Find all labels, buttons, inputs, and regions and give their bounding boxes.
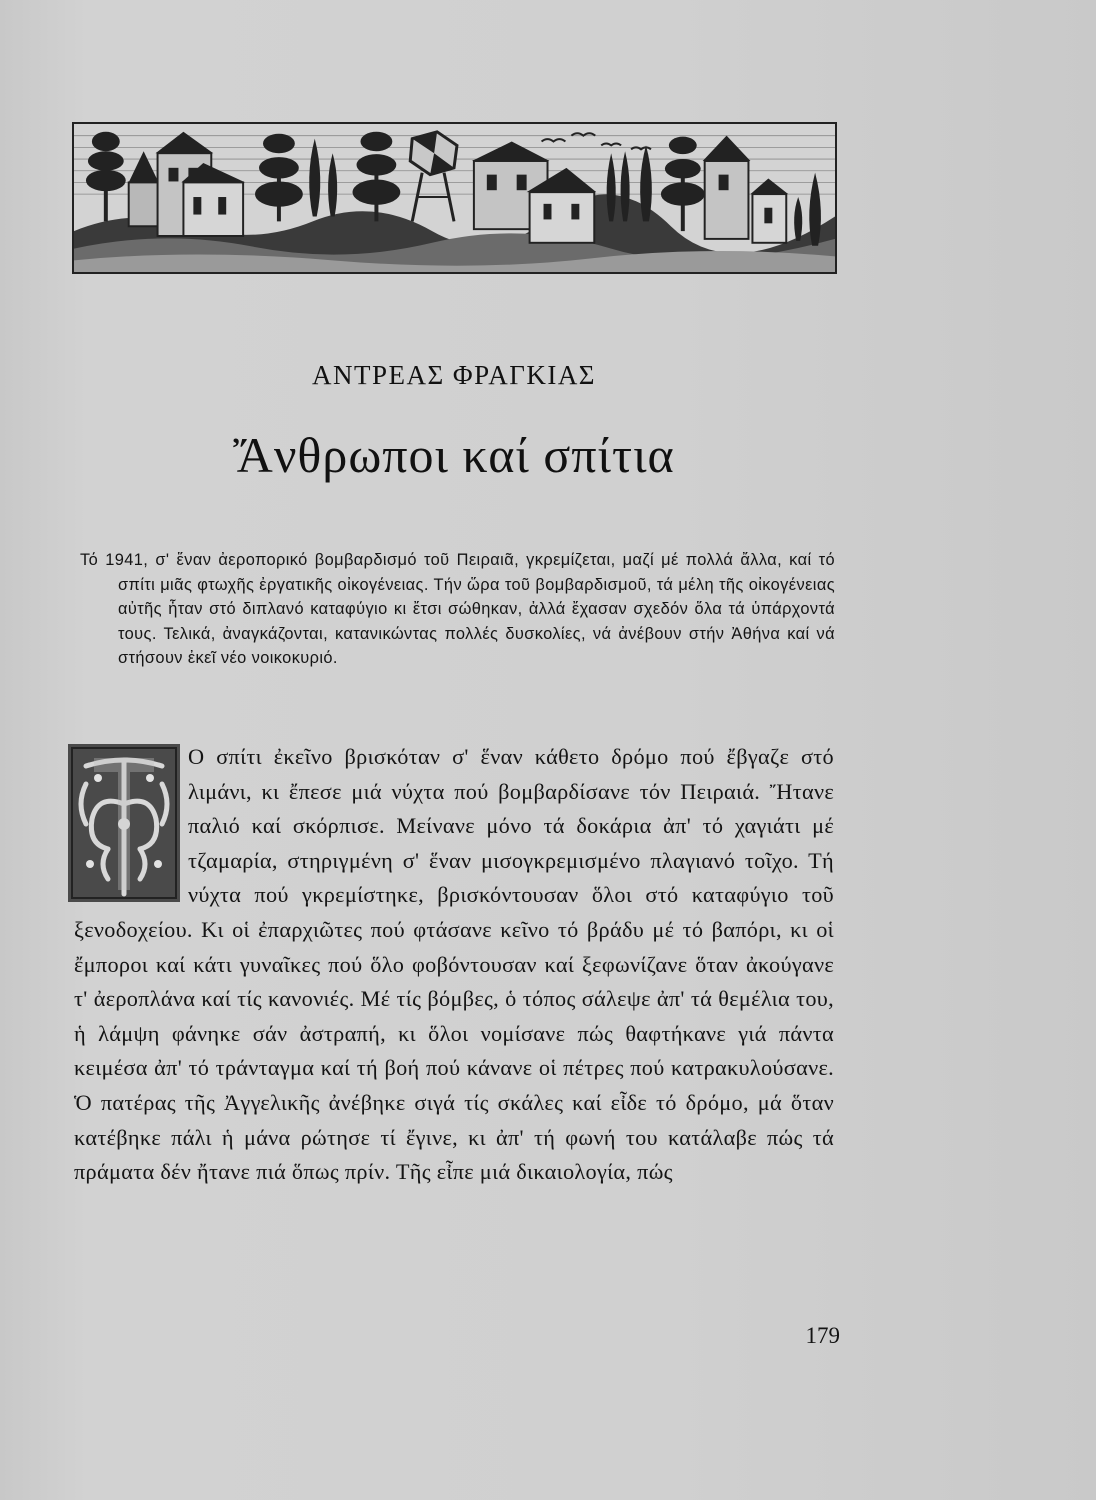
ornamental-dropcap <box>68 744 180 902</box>
story-title: Ἄνθρωποι καί σπίτια <box>233 427 675 483</box>
synopsis-paragraph: Τό 1941, σ' ἕναν ἀεροπορικό βομβαρδισμό τοῦ Πειραιᾶ, γκρεμίζεται, μαζί μέ πολλά ἄλλα, καί τό σπίτι μιᾶς φτωχῆς ἐργατικῆς οἰκογένειας. Τήν ὥρα τοῦ βομβαρδισμοῦ, τά μέλη τῆς οἰκογένειας αὐτῆς ἦταν στό διπλανό καταφύγιο κι ἔτσι σώθηκαν, ἀλλά ἔχασαν σχεδόν ὅλα τά ὑπάρχοντά τους. Τελικά, ἀναγκάζονται, κατανικώντας πολλές δυσκολίες, νά ἀνέβουν στήν Ἀθήνα καί νά στήσουν ἐκεῖ νέο νοικοκυριό. <box>80 551 835 668</box>
author-name: ΑΝΤΡΕΑΣ ΦΡΑΓΚΙΑΣ <box>311 360 597 390</box>
page-number: 179 <box>805 1323 840 1348</box>
village-vignette-illustration <box>72 122 837 274</box>
body-paragraph: Ο σπίτι ἐκεῖνο βρισκόταν σ' ἕναν κάθετο δρόμο πού ἔβγαζε στό λιμάνι, κι ἔπεσε μιά νύχτα πού βομβαρδίσανε τόν Πειραιά. Ἤτανε παλιό καί σκόρπισε. Μείνανε μόνο τά δοκάρια ἀπ' τό χαγιάτι μέ τζαμαρία, στηριγμένη σ' ἕναν μισογκρεμισμένο πλαγιανό τοῖχο. Τή νύχτα πού γκρεμίστηκε, βρισκόντουσαν ὅλοι στό καταφύγιο τοῦ ξενοδοχείου. Κι οἱ ἐπαρχιῶτες πού φτάσανε κεῖνο τό βράδυ μέ τό βαπόρι, κι οἱ ἔμποροι καί κάτι γυναῖκες πού ὅλο φοβόντουσαν καί ξεφωνίζανε ὅταν ἀκούγανε τ' ἀεροπλάνα καί τίς κανονιές. Μέ τίς βόμβες, ὁ τόπος σάλεψε ἀπ' τά θεμέλια του, ἡ λάμψη φάνηκε σάν ἀστραπή, κι ὅλοι νομίσανε πώς θαφτήκανε γιά πάντα κειμέσα ἀπ' τό τράνταγμα καί τή βοή πού κάνανε οἱ πέτρες πού κατρακυλούσανε. Ὁ πατέρας τῆς Ἀγγελικῆς ἀνέβηκε σιγά τίς σκάλες καί εἶδε τό δρόμο, μά ὅταν κατέβηκε πάλι ἡ μάνα ρώτησε τί ἔγινε, κι ἀπ' τή φωνή του κατάλαβε πώς τά πράματα δέν ἤτανε πιά ὅπως πρίν. Τῆς εἶπε μιά δικαιολογία, πώς <box>74 744 834 1185</box>
story-body <box>74 740 834 1190</box>
